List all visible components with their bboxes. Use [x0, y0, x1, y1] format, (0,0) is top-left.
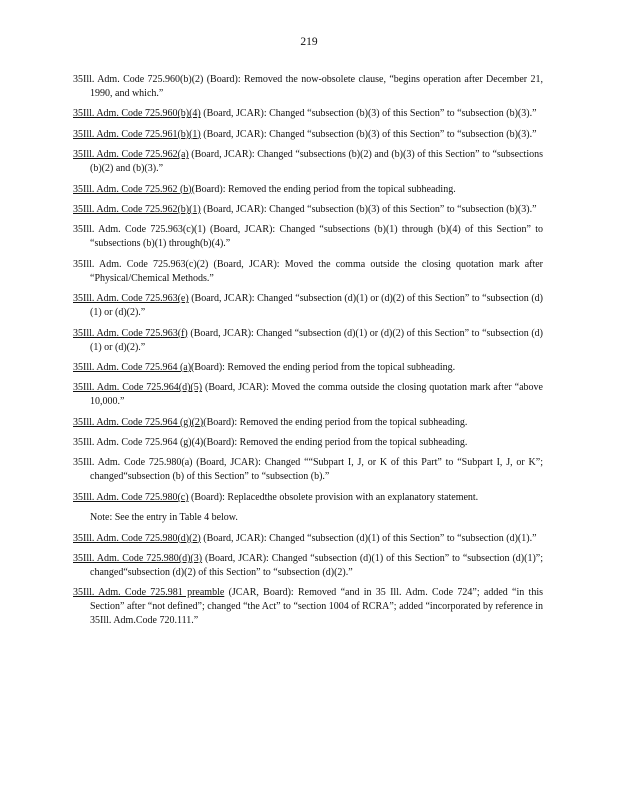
citation: 35Ill. Adm. Code 725.981 preamble — [73, 587, 225, 599]
list-item — [73, 361, 543, 375]
list-item — [73, 107, 543, 121]
list-item — [73, 148, 543, 176]
list-item — [73, 327, 543, 355]
entry-text: (Board, JCAR): Changed “subsection (d)(1) of this Section” to “subsection (d)(1).” — [200, 532, 537, 544]
entry-text: (Board, JCAR): Changed “subsection (d)(1) or (d)(2) of this Section” to “subsection (d)(1) or (d)(2).” — [90, 293, 544, 319]
citation: 35Ill. Adm. Code 725.962 (b) — [73, 183, 192, 195]
entry-text: (Board): Replacedthe obsolete provision with an explanatory statement. — [188, 491, 479, 503]
entry-text: (Board): Removed the ending period from the topical subheading. — [203, 416, 468, 428]
list-item — [73, 416, 543, 430]
citation: 35Ill. Adm. Code 725.961(b)(1) — [73, 128, 201, 140]
citation: 35Ill. Adm. Code 725.960(b)(4) — [73, 108, 201, 120]
note: Note: See the entry in Table 4 below. — [90, 512, 238, 524]
citation: 35Ill. Adm. Code 725.980(a) — [73, 457, 193, 469]
citation: 35Ill. Adm. Code 725.962(b)(1) — [73, 203, 201, 215]
list-item — [73, 456, 543, 484]
citation: 35Ill. Adm. Code 725.963(c)(2) — [73, 258, 209, 270]
list-item — [73, 381, 543, 409]
entry-text: (Board, JCAR): Changed “subsection (b)(3) of this Section” to “subsection (b)(3).” — [200, 108, 537, 120]
list-item — [73, 532, 543, 546]
entry-text: (Board, JCAR): Changed ““Subpart I, J, or K of this Part” to “Subpart I, J, or K”; changed“subsection (b) of this Section” to “subsection (b).” — [90, 457, 543, 483]
entry-text: (Board): Removed the now-obsolete clause, “begins operation after December 21, 1990, and which.” — [90, 74, 543, 99]
citation: 35Ill. Adm. Code 725.980(d)(3) — [73, 553, 203, 565]
citation: 35Ill. Adm. Code 725.963(c)(1) — [73, 224, 206, 236]
citation: 35Ill. Adm. Code 725.963(e) — [73, 293, 189, 305]
entry-text: (Board, JCAR): Changed “subsection (b)(3) of this Section” to “subsection (b)(3).” — [200, 128, 537, 140]
citation: 35Ill. Adm. Code 725.964(d)(5) — [73, 382, 203, 394]
entry-text: (Board, JCAR): Moved the comma outside the closing quotation mark after “above 10,000.” — [90, 382, 543, 408]
entry-text: (Board, JCAR): Changed “subsections (b)(2) and (b)(3) of this Section” to “subsections (b)(2) and (b)(3).” — [90, 149, 543, 175]
list-item — [73, 292, 543, 320]
citation: 35Ill. Adm. Code 725.963(f) — [73, 327, 188, 339]
citation: 35Ill. Adm. Code 725.962(a) — [73, 149, 189, 161]
entry-text: (JCAR, Board): Removed “and in 35 Ill. Adm. Code 724”; added “in this Section” after “not defined”; changed “the Act” to “section 1004 of RCRA”; added “incorporated by reference in 35Ill. Adm.Code 720.111.” — [90, 587, 544, 627]
list-item — [73, 128, 543, 142]
list-item — [73, 203, 543, 217]
entry-text: (Board): Removed the ending period from the topical subheading. — [191, 183, 456, 195]
list-item — [73, 586, 543, 628]
entry-text: (Board): Removed the ending period from the topical subheading. — [203, 437, 468, 449]
citation: 35Ill. Adm. Code 725.960(b)(2) — [73, 74, 204, 85]
entry-text: (Board, JCAR): Changed “subsection (b)(3) of this Section” to “subsection (b)(3).” — [200, 203, 537, 215]
entry-text: (Board, JCAR): Changed “subsection (d)(1) of this Section” to “subsection (d)(1)”; changed“subsection (d)(2) of this Section” to “subsection (d)(2).” — [90, 553, 543, 579]
entry-text: (Board, JCAR): Changed “subsections (b)(1) through (b)(4) of this Section” to “subsections (b)(1) through(b)(4).” — [90, 224, 544, 250]
amendment-list — [73, 73, 543, 635]
list-item — [73, 552, 543, 580]
citation: 35Ill. Adm. Code 725.980(c) — [73, 491, 189, 503]
citation: 35Ill. Adm. Code 725.964 (a) — [73, 361, 192, 373]
list-item — [73, 223, 543, 251]
citation: 35Ill. Adm. Code 725.980(d)(2) — [73, 532, 201, 544]
list-item — [73, 258, 543, 286]
list-item — [73, 73, 543, 101]
entry-text: (Board, JCAR): Changed “subsection (d)(1) or (d)(2) of this Section” to “subsection (d)(1) or (d)(2).” — [90, 327, 543, 353]
citation: 35Ill. Adm. Code 725.964 (g)(4) — [73, 437, 204, 449]
list-item — [73, 436, 543, 450]
citation: 35Ill. Adm. Code 725.964 (g)(2) — [73, 416, 204, 428]
list-item — [73, 183, 543, 197]
entry-text: (Board, JCAR): Moved the comma outside the closing quotation mark after “Physical/Chemical Methods.” — [90, 258, 544, 284]
page-number: 219 — [300, 36, 318, 48]
entry-text: (Board): Removed the ending period from the topical subheading. — [191, 361, 456, 373]
list-item — [73, 491, 543, 505]
